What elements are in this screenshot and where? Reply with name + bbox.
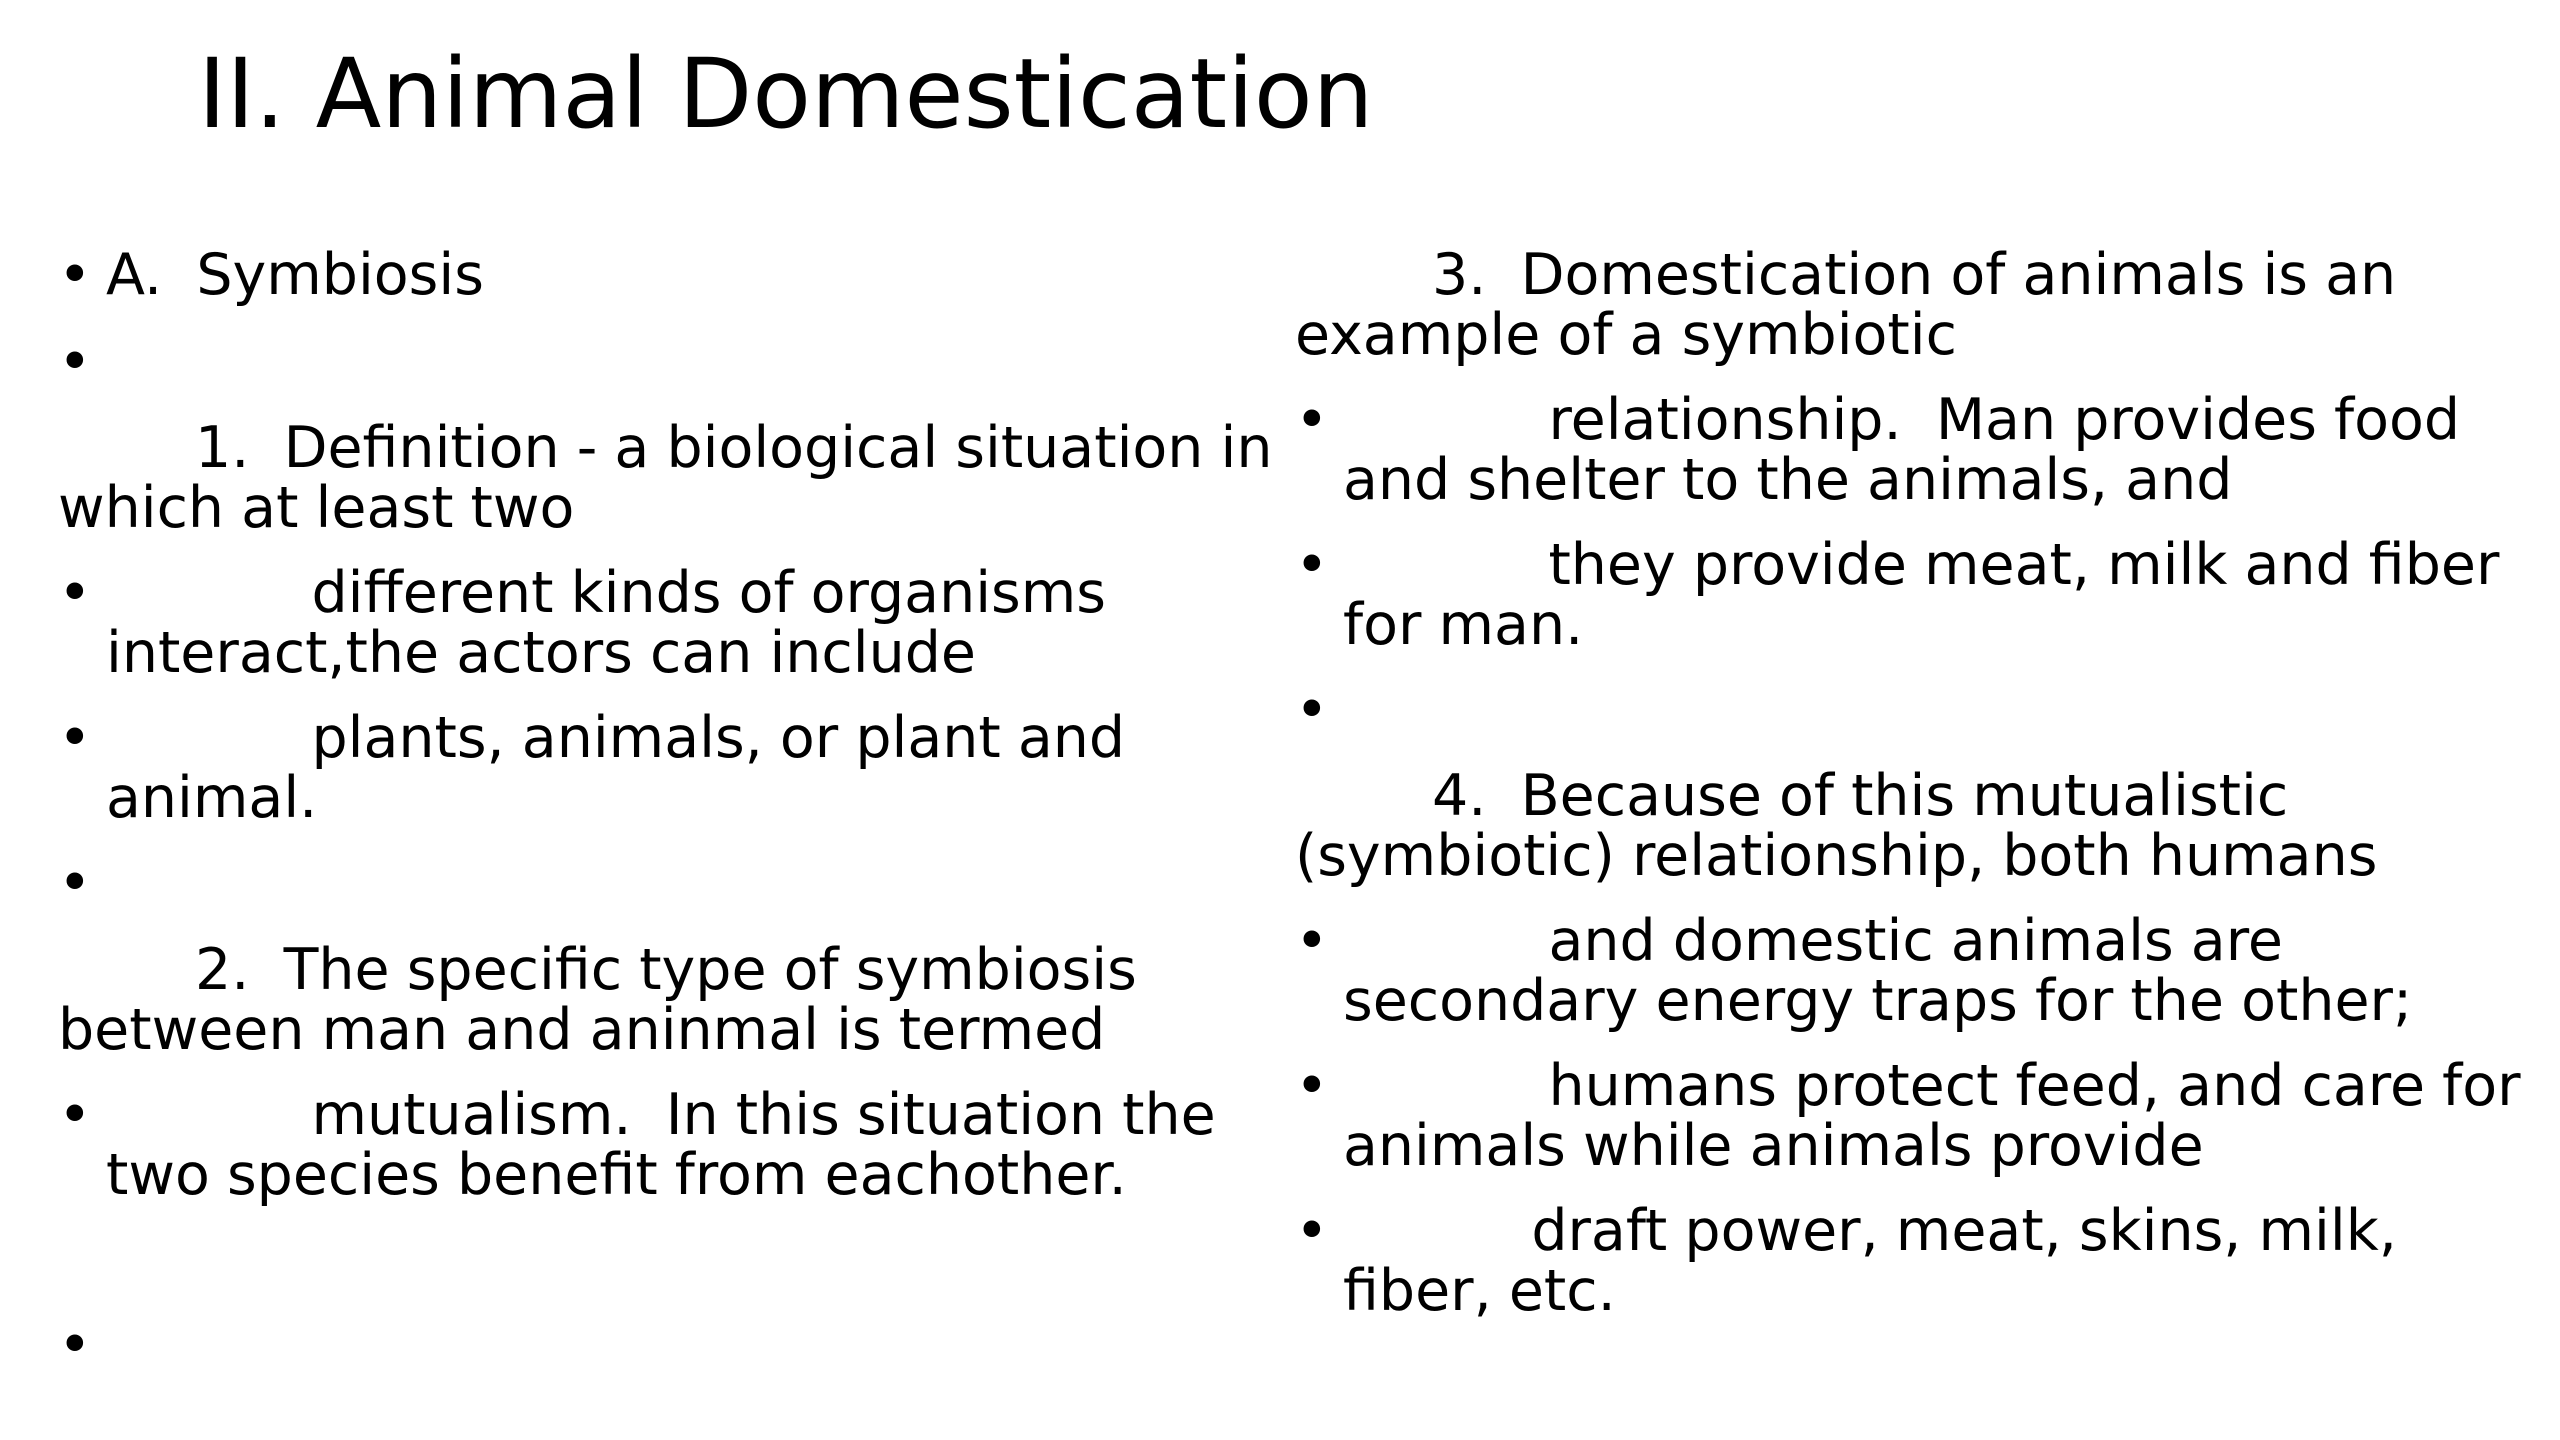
- bullet-marker: •: [1295, 387, 1329, 453]
- list-item-text: 1. Definition - a biological situation in which at least two: [58, 415, 1290, 541]
- list-item: [58, 937, 1298, 1063]
- bullet-marker: •: [58, 560, 92, 626]
- list-item: [1295, 387, 2545, 513]
- bullet-marker: •: [1295, 532, 1329, 598]
- list-item: [1295, 908, 2545, 1034]
- list-item: [58, 242, 1298, 308]
- list-item: [1295, 532, 2545, 658]
- list-item-text: different kinds of organisms interact,the actors can include: [106, 560, 1124, 686]
- bullet-marker: •: [1295, 908, 1329, 974]
- bullet-marker: •: [1295, 677, 1329, 743]
- list-item: [58, 415, 1298, 541]
- bullet-marker: •: [58, 1082, 92, 1148]
- list-item-text: relationship. Man provides food and shelter to the animals, and: [1343, 387, 2478, 513]
- slide-title: II. Animal Domestication: [198, 38, 1374, 150]
- list-item: [58, 705, 1298, 831]
- list-item: [1295, 763, 2545, 889]
- list-item-text: 3. Domestication of animals is an example of a symbiotic: [1295, 242, 2414, 368]
- list-item-text: plants, animals, or plant and animal.: [106, 705, 1143, 831]
- bullet-marker: •: [1295, 1053, 1329, 1119]
- bullet-marker: •: [58, 242, 92, 308]
- list-item: [1295, 1053, 2545, 1179]
- list-item-text: they provide meat, milk and fiber for man.: [1343, 532, 2517, 658]
- list-item-text: 4. Because of this mutualistic (symbiotic) relationship, both humans: [1295, 763, 2378, 889]
- list-item-text: mutualism. In this situation the two species benefit from eachother.: [106, 1082, 1233, 1208]
- list-item-text: draft power, meat, skins, milk, fiber, etc.: [1343, 1198, 2414, 1324]
- list-item: [1295, 242, 2545, 368]
- list-item: [58, 560, 1298, 686]
- list-item-text: A. Symbiosis: [106, 242, 484, 308]
- bullet-marker: •: [58, 705, 92, 771]
- list-item-text: humans protect feed, and care for animals while animals provide: [1343, 1053, 2538, 1179]
- bullet-marker: •: [58, 850, 92, 916]
- bullet-marker: •: [58, 1312, 92, 1378]
- list-item-text: and domestic animals are secondary energy traps for the other;: [1343, 908, 2413, 1034]
- bullet-marker: •: [58, 329, 92, 395]
- list-item: [1295, 1198, 2545, 1324]
- list-item: [58, 1082, 1298, 1208]
- bullet-marker: •: [1295, 1198, 1329, 1264]
- list-item-text: 2. The specific type of symbiosis between man and aninmal is termed: [58, 937, 1154, 1063]
